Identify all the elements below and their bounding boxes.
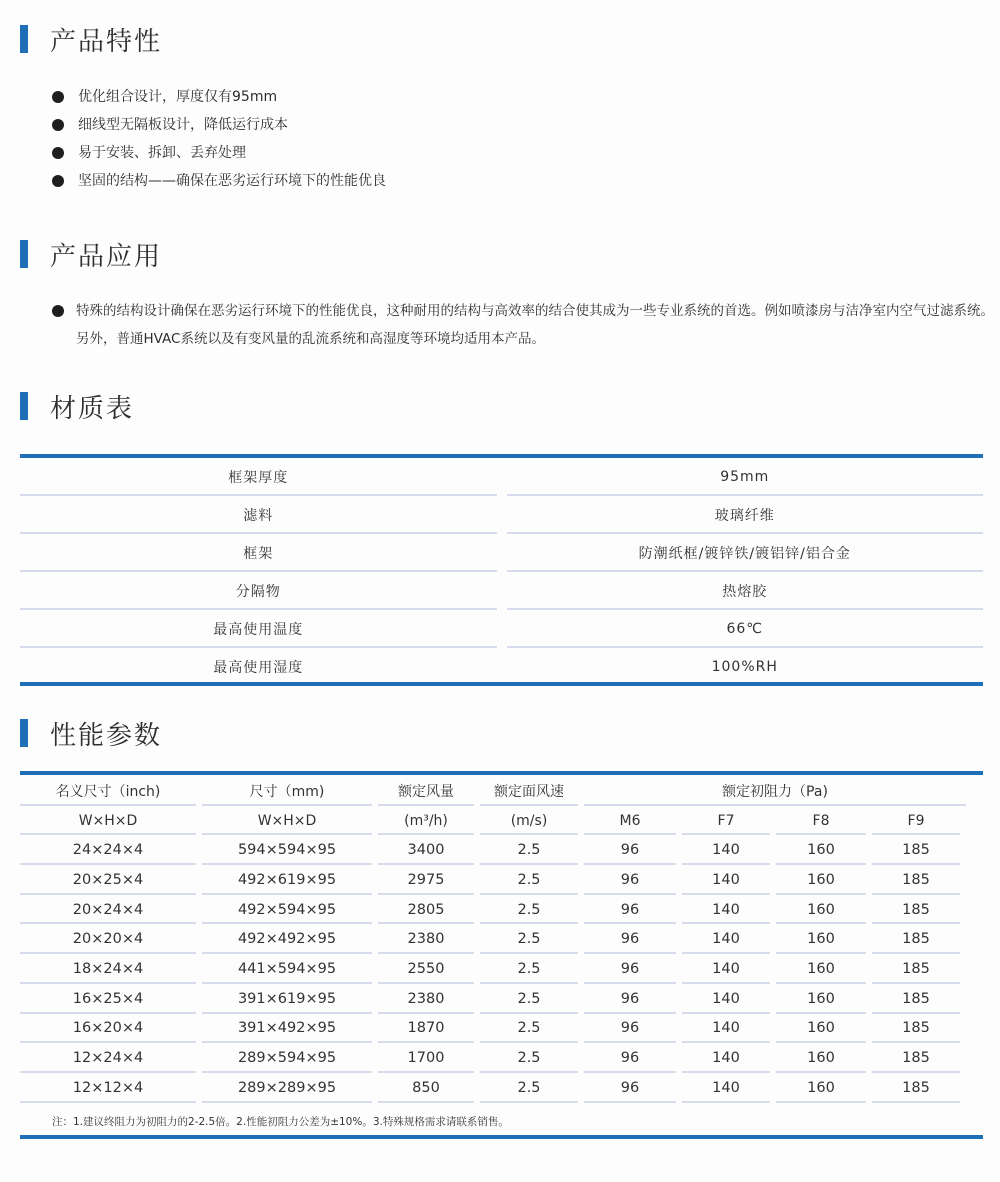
table-cell: 289×289×95 <box>202 1073 372 1103</box>
table-cell: 96 <box>584 1073 676 1103</box>
table-cell: 2.5 <box>480 865 578 895</box>
material-value: 热熔胶 <box>507 572 984 610</box>
section-title-features <box>20 23 162 55</box>
table-cell: 140 <box>682 1014 770 1044</box>
section-marker <box>20 392 28 420</box>
table-cell: 160 <box>776 924 866 954</box>
table-header-row <box>20 776 983 806</box>
table-cell: 3400 <box>378 835 474 865</box>
table-cell: 16×25×4 <box>20 984 196 1014</box>
table-row <box>20 496 983 534</box>
table-cell: 20×24×4 <box>20 895 196 925</box>
table-cell: 160 <box>776 865 866 895</box>
table-row <box>20 458 983 496</box>
section-title-application <box>20 238 162 270</box>
table-row <box>20 895 983 925</box>
section-marker <box>20 719 28 747</box>
table-cell: 160 <box>776 1043 866 1073</box>
material-label: 框架厚度 <box>20 458 497 496</box>
table-row <box>20 865 983 895</box>
bullet-icon <box>52 305 64 317</box>
bullet-icon <box>52 147 64 159</box>
table-cell: 96 <box>584 835 676 865</box>
section-title-text: 材质表 <box>50 393 135 424</box>
table-cell: 96 <box>584 865 676 895</box>
table-top-rule <box>20 771 983 775</box>
bullet-icon <box>52 91 64 103</box>
table-cell: 140 <box>682 865 770 895</box>
table-bottom-rule <box>20 682 983 686</box>
section-marker <box>20 240 28 268</box>
table-bottom-rule <box>20 1135 983 1139</box>
table-cell: 2.5 <box>480 924 578 954</box>
table-row <box>20 1043 983 1073</box>
table-cell: 140 <box>682 835 770 865</box>
application-text: 特殊的结构设计确保在恶劣运行环境下的性能优良，这种耐用的结构与高效率的结合使其成为一些专业系统的首选。例如喷漆房与洁净室内空气过滤系统。另外，普通HVAC系统以及有变风量的乱流系统和高湿度等环境均适用本产品。 <box>76 303 994 347</box>
column-subheader: (m/s) <box>480 806 578 836</box>
material-value: 防潮纸框/镀锌铁/镀铝锌/铝合金 <box>507 534 984 572</box>
table-cell: 2380 <box>378 984 474 1014</box>
material-label: 最高使用湿度 <box>213 660 304 676</box>
table-cell: 96 <box>584 895 676 925</box>
material-label: 分隔物 <box>20 572 497 610</box>
feature-item: 细线型无隔板设计，降低运行成本 <box>52 111 386 139</box>
section-title-materials <box>20 390 134 422</box>
table-cell: 185 <box>872 984 960 1014</box>
section-title-text: 性能参数 <box>50 720 163 751</box>
table-cell: 12×24×4 <box>20 1043 196 1073</box>
table-cell: 140 <box>682 895 770 925</box>
column-subheader: (m³/h) <box>378 806 474 836</box>
table-cell: 2.5 <box>480 1043 578 1073</box>
material-value: 66℃ <box>507 610 984 648</box>
table-cell: 96 <box>584 984 676 1014</box>
table-cell: 1700 <box>378 1043 474 1073</box>
table-row <box>20 610 983 648</box>
table-cell: 2.5 <box>480 954 578 984</box>
table-cell: 140 <box>682 1043 770 1073</box>
table-row <box>20 1073 983 1103</box>
table-cell: 1870 <box>378 1014 474 1044</box>
column-header: 额定风量 <box>378 776 474 806</box>
bullet-icon <box>52 175 64 187</box>
table-cell: 185 <box>872 954 960 984</box>
material-label: 滤料 <box>20 496 497 534</box>
table-cell: 185 <box>872 924 960 954</box>
materials-table <box>20 458 983 686</box>
bullet-icon <box>52 119 64 131</box>
table-row <box>20 835 983 865</box>
table-cell: 492×492×95 <box>202 924 372 954</box>
column-header: 额定面风速 <box>480 776 578 806</box>
table-cell: 96 <box>584 954 676 984</box>
table-cell: 185 <box>872 1073 960 1103</box>
column-subheader: W×H×D <box>202 806 372 836</box>
table-cell: 289×594×95 <box>202 1043 372 1073</box>
table-cell: 391×492×95 <box>202 1014 372 1044</box>
feature-item: 易于安装、拆卸、丢弃处理 <box>52 139 386 167</box>
material-value: 95mm <box>507 458 984 496</box>
table-cell: 2.5 <box>480 895 578 925</box>
table-cell: 2.5 <box>480 835 578 865</box>
table-row <box>20 572 983 610</box>
table-cell: 160 <box>776 1073 866 1103</box>
table-row <box>20 924 983 954</box>
column-header: 名义尺寸（inch) <box>20 776 196 806</box>
column-subheader: W×H×D <box>20 806 196 836</box>
table-cell: 160 <box>776 835 866 865</box>
table-cell: 96 <box>584 1014 676 1044</box>
column-subheader: M6 <box>584 806 676 836</box>
material-value: 100%RH <box>711 659 778 675</box>
table-cell: 2.5 <box>480 1014 578 1044</box>
column-subheader: F9 <box>872 806 960 836</box>
table-note: 注：1.建议终阻力为初阻力的2-2.5倍。2.性能初阻力公差为±10%。3.特殊规格需求请联系销售。 <box>52 1116 509 1128</box>
section-marker <box>20 25 28 53</box>
material-label: 框架 <box>20 534 497 572</box>
table-cell: 2.5 <box>480 1073 578 1103</box>
table-row <box>20 984 983 1014</box>
table-row <box>20 648 983 686</box>
table-cell: 140 <box>682 984 770 1014</box>
section-title-text: 产品特性 <box>50 26 163 57</box>
table-cell: 185 <box>872 835 960 865</box>
table-cell: 391×619×95 <box>202 984 372 1014</box>
table-cell: 24×24×4 <box>20 835 196 865</box>
table-cell: 2975 <box>378 865 474 895</box>
table-subheader-row <box>20 806 983 836</box>
section-title-performance <box>20 717 162 749</box>
table-cell: 2805 <box>378 895 474 925</box>
table-cell: 2.5 <box>480 984 578 1014</box>
table-cell: 492×619×95 <box>202 865 372 895</box>
section-title-text: 产品应用 <box>50 241 163 272</box>
table-row <box>20 1014 983 1044</box>
table-row <box>20 954 983 984</box>
table-cell: 160 <box>776 1014 866 1044</box>
application-paragraph <box>52 297 1000 353</box>
table-cell: 185 <box>872 1014 960 1044</box>
table-cell: 160 <box>776 984 866 1014</box>
feature-item: 优化组合设计，厚度仅有95mm <box>52 83 386 111</box>
table-cell: 160 <box>776 895 866 925</box>
table-cell: 140 <box>682 954 770 984</box>
table-cell: 20×20×4 <box>20 924 196 954</box>
table-cell: 492×594×95 <box>202 895 372 925</box>
table-cell: 140 <box>682 1073 770 1103</box>
table-cell: 441×594×95 <box>202 954 372 984</box>
table-cell: 2380 <box>378 924 474 954</box>
material-value: 玻璃纤维 <box>507 496 984 534</box>
table-cell: 2550 <box>378 954 474 984</box>
material-label: 最高使用温度 <box>20 610 497 648</box>
table-cell: 18×24×4 <box>20 954 196 984</box>
column-header: 尺寸（mm) <box>202 776 372 806</box>
table-cell: 185 <box>872 895 960 925</box>
column-subheader: F7 <box>682 806 770 836</box>
column-header: 额定初阻力（Pa) <box>584 776 966 806</box>
table-cell: 185 <box>872 1043 960 1073</box>
table-cell: 140 <box>682 924 770 954</box>
features-list <box>52 83 386 195</box>
table-cell: 12×12×4 <box>20 1073 196 1103</box>
feature-item: 坚固的结构——确保在恶劣运行环境下的性能优良 <box>52 167 386 195</box>
table-cell: 96 <box>584 1043 676 1073</box>
table-cell: 850 <box>378 1073 474 1103</box>
table-cell: 96 <box>584 924 676 954</box>
table-cell: 185 <box>872 865 960 895</box>
table-cell: 20×25×4 <box>20 865 196 895</box>
table-cell: 594×594×95 <box>202 835 372 865</box>
table-cell: 160 <box>776 954 866 984</box>
column-subheader: F8 <box>776 806 866 836</box>
performance-table <box>20 776 983 1103</box>
table-cell: 16×20×4 <box>20 1014 196 1044</box>
table-row <box>20 534 983 572</box>
